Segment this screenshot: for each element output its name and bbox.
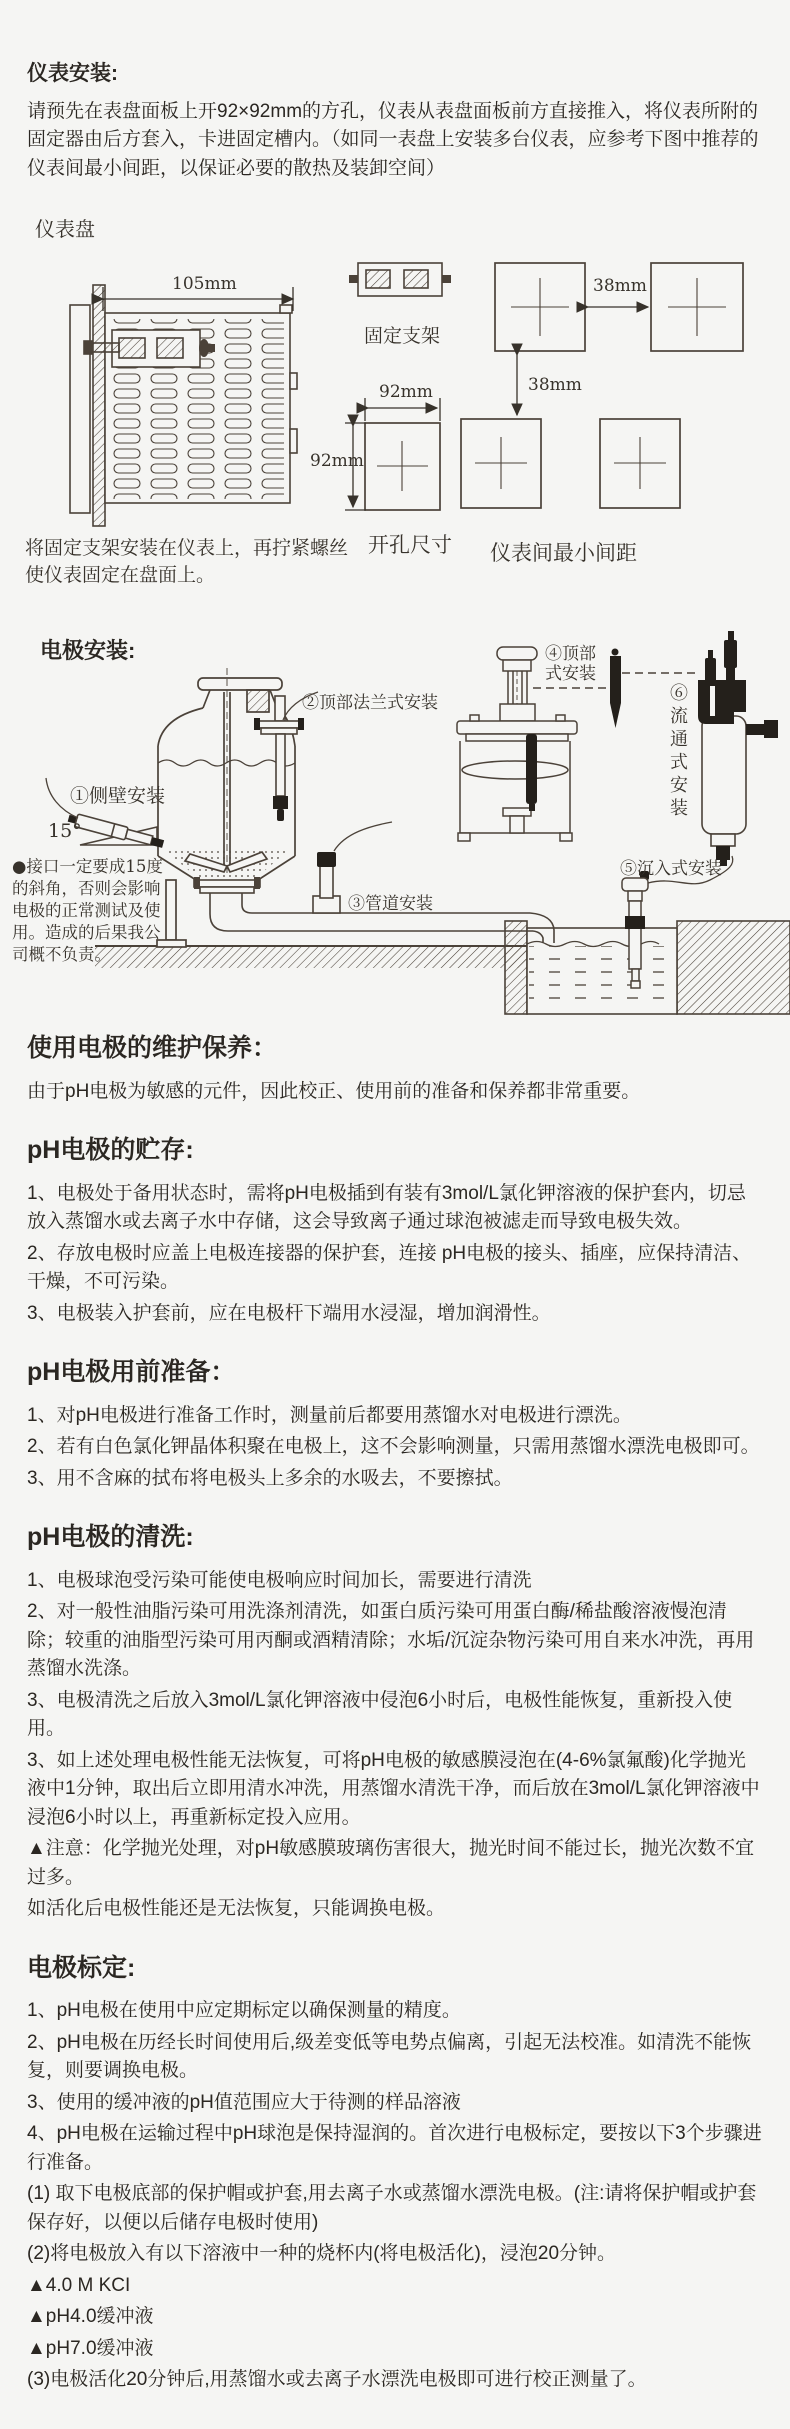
storage-heading: pH电极的贮存: [27,1136,194,1164]
preparation-section [0,1354,790,1493]
label-angle-15deg: 15° [48,820,82,842]
instrument-rear-view [70,285,297,526]
calibration-step: (1) 取下电极底部的保护帽或护套,用去离子水或蒸馏水漂洗电极。(注:请将保护帽或护套保存好，以便以后储存电极时使用) [27,2183,757,2233]
label-submersion-install: ⑤沉入式安装 [620,859,722,879]
calibration-item: 1、pH电极在使用中应定期标定以确保测量的精度。 [27,2000,461,2021]
calibration-heading: 电极标定: [27,1953,136,1982]
meter-install-diagram [0,191,790,628]
cleaning-item: 3、电极清洗之后放入3mol/L氯化钾溶液中侵泡6小时后，电极性能恢复，重新投入使用。 [27,1689,733,1739]
preparation-item: 2、若有白色氯化钾晶体积聚在电极上，这不会影响测量，只需用蒸馏水漂洗电极即可。 [27,1436,760,1457]
preparation-item: 3、用不含麻的拭布将电极头上多余的水吸去，不要擦拭。 [27,1467,513,1489]
cleaning-item: 3、如上述处理电极性能无法恢复，可将pH电极的敏感膜浸泡在(4-6%氯氟酸)化学抛光液中1分钟，取出后立即用清水冲洗，用蒸馏水清洗干净，而后放在3mol/L氯化钾溶液中浸泡6小时以上，再重新标定投入应用。 [27,1749,760,1828]
storage-item: 1、电极处于备用状态时，需将pH电极插到有装有3mol/L氯化钾溶液的保护套内，切忌放入蒸馏水或去离子水中存储，这会导致离子通过球泡被滤走而导致电极失效。 [27,1182,746,1232]
preparation-heading: pH电极用前准备： [27,1358,236,1386]
pipe-run [194,822,554,943]
dim-105mm: 105mm [172,274,237,294]
label-side-wall-install: ①侧壁安装 [70,785,166,807]
dim-hole-w: 92mm [379,382,433,402]
meter-install-body: 请预先在表盘面板上开92×92mm的方孔，仪表从表盘面板前方直接推入，将仪表所附的固定器由后方套入，卡进固定槽内。（如同一表盘上安装多台仪表，应参考下图中推荐的仪表间最小间距，以保证必要的散热及装卸空间） [27,100,759,179]
ground-and-pit [95,921,790,1014]
spacing-label: 仪表间最小间距 [490,541,637,565]
spacing-squares [461,263,743,508]
calibration-solution: ▲pH4.0缓冲液 [27,2306,154,2327]
storage-item: 3、电极装入护套前，应在电极杆下端用水浸湿，增加润滑性。 [27,1302,551,1324]
calibration-solution: ▲pH7.0缓冲液 [27,2337,154,2359]
bracket-label: 固定支架 [364,325,441,347]
calibration-item: 2、pH电极在历经长时间使用后,级差变低等电势点偏离，引起无法校准。如清洗不能恢复，则要调换电极。 [27,2031,752,2081]
panel-label: 仪表盘 [35,217,95,241]
maintenance-heading: 使用电极的维护保养： [27,1034,278,1062]
cleaning-warning: ▲注意：化学抛光处理，对pH敏感膜玻璃伤害很大，抛光时间不能过长，抛光次数不宜过多。 [27,1838,755,1888]
label-pipe-install: ③管道安装 [348,894,433,914]
storage-section [0,1132,790,1328]
preparation-item: 1、对pH电极进行准备工作时，测量前后都要用蒸馏水对电极进行漂洗。 [27,1404,632,1426]
dim-gap-v: 38mm [528,375,582,395]
dim-hole-h: 92mm [310,451,364,471]
label-flow-through-install: ⑥流通式安装 [667,683,688,821]
calibration-step: (2)将电极放入有以下溶液中一种的烧杯内(将电极活化)，浸泡20分钟。 [27,2243,617,2264]
cleaning-section [0,1519,790,1924]
cleaning-item: 1、电极球泡受污染可能使电极响应时间加长，需要进行清洗 [27,1569,532,1591]
calibration-item: 3、使用的缓冲液的pH值范围应大于待测的样品溶液 [27,2091,461,2113]
maintenance-section [0,1030,790,1106]
storage-item: 2、存放电极时应盖上电极连接器的保护套，连接 pH电极的接头、插座，应保持清洁、干燥，不可污染。 [27,1242,752,1292]
meter-install-section [0,0,790,183]
calibration-solution: ▲4.0 M KCI [27,2274,131,2296]
label-top-flange-install: ②顶部法兰式安装 [302,693,438,713]
bracket-caption: 将固定支架安装在仪表上，再拧紧螺丝使仪表固定在盘面上。 [25,537,349,586]
hole-label: 开孔尺寸 [368,533,452,557]
calibration-section [0,1950,790,2395]
fixing-bracket-drawing [349,263,451,296]
meter-install-heading: 仪表安装: [27,62,118,85]
angle-warning-note: ●接口一定要成15度的斜角，否则会影响电极的正常测试及使用。造成的后果我公司概不负责。 [12,857,163,964]
electrode-install-heading: 电极安装: [40,638,136,663]
maintenance-intro: 由于pH电极为敏感的元件，因此校正、使用前的准备和保养都非常重要。 [27,1080,641,1102]
cleaning-heading: pH电极的清洗: [27,1523,194,1551]
label-top-type-install: ④顶部式安装 [545,644,596,684]
electrode-install-diagram [0,628,790,1018]
flow-cell [698,631,778,866]
dim-gap-h: 38mm [593,276,647,296]
cleaning-fallback: 如活化后电极性能还是无法恢复，只能调换电极。 [27,1898,446,1919]
calibration-item: 4、pH电极在运输过程中pH球泡是保持湿润的。首次进行电极标定，要按以下3个步骤进行准备。 [27,2123,762,2173]
calibration-final: (3)电极活化20分钟后,用蒸馏水或去离子水漂洗电极即可进行校正测量了。 [27,2369,647,2390]
cleaning-item: 2、对一般性油脂污染可用洗涤剂清洗，如蛋白质污染可用蛋白酶/稀盐酸溶液慢泡清除；较重的油脂型污染可用丙酮或酒精清除；水垢/沉淀杂物污染可用自来水冲洗，再用蒸馏水洗涤。 [27,1601,755,1679]
